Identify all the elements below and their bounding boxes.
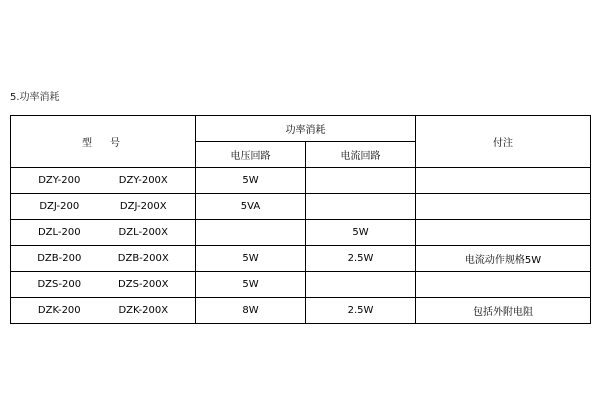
table-row [11, 298, 591, 324]
cell-voltage: 5W [196, 168, 306, 194]
header-model: 型 号 [11, 116, 196, 168]
header-power-consumption: 功率消耗 [196, 116, 416, 142]
cell-model [11, 220, 196, 246]
header-voltage-circuit: 电压回路 [196, 142, 306, 168]
cell-model [11, 194, 196, 220]
model-name-variant: DZB-200X [117, 253, 169, 264]
cell-model [11, 246, 196, 272]
cell-note: 包括外附电阻 [416, 298, 591, 324]
model-name-variant: DZS-200X [118, 279, 169, 290]
cell-model [11, 298, 196, 324]
power-consumption-table [10, 115, 591, 324]
model-name-primary: DZK-200 [37, 305, 81, 316]
section-title: 5.功率消耗 [10, 92, 60, 103]
header-note: 付注 [416, 116, 591, 168]
model-name-primary: DZS-200 [37, 279, 82, 290]
model-name-variant: DZY-200X [118, 175, 168, 186]
cell-voltage: 5VA [196, 194, 306, 220]
cell-current: 2.5W [306, 246, 416, 272]
cell-voltage [196, 220, 306, 246]
cell-model [11, 168, 196, 194]
cell-note [416, 220, 591, 246]
cell-note [416, 168, 591, 194]
table-row [11, 246, 591, 272]
model-name-primary: DZY-200 [38, 175, 81, 186]
cell-note [416, 272, 591, 298]
model-name-variant: DZJ-200X [119, 201, 167, 212]
table-row [11, 220, 591, 246]
model-name-primary: DZL-200 [37, 227, 81, 238]
power-consumption-table-wrapper [10, 115, 590, 324]
model-name-variant: DZL-200X [118, 227, 169, 238]
cell-voltage: 8W [196, 298, 306, 324]
cell-current [306, 194, 416, 220]
cell-note [416, 194, 591, 220]
header-current-circuit: 电流回路 [306, 142, 416, 168]
cell-model [11, 272, 196, 298]
model-name-primary: DZB-200 [37, 253, 82, 264]
table-header-row-1 [11, 116, 591, 142]
table-row [11, 168, 591, 194]
cell-voltage: 5W [196, 272, 306, 298]
cell-current: 2.5W [306, 298, 416, 324]
cell-voltage: 5W [196, 246, 306, 272]
cell-current [306, 272, 416, 298]
cell-current: 5W [306, 220, 416, 246]
table-row [11, 272, 591, 298]
cell-current [306, 168, 416, 194]
model-name-variant: DZK-200X [118, 305, 169, 316]
cell-note: 电流动作规格5W [416, 246, 591, 272]
table-row [11, 194, 591, 220]
model-name-primary: DZJ-200 [39, 201, 80, 212]
